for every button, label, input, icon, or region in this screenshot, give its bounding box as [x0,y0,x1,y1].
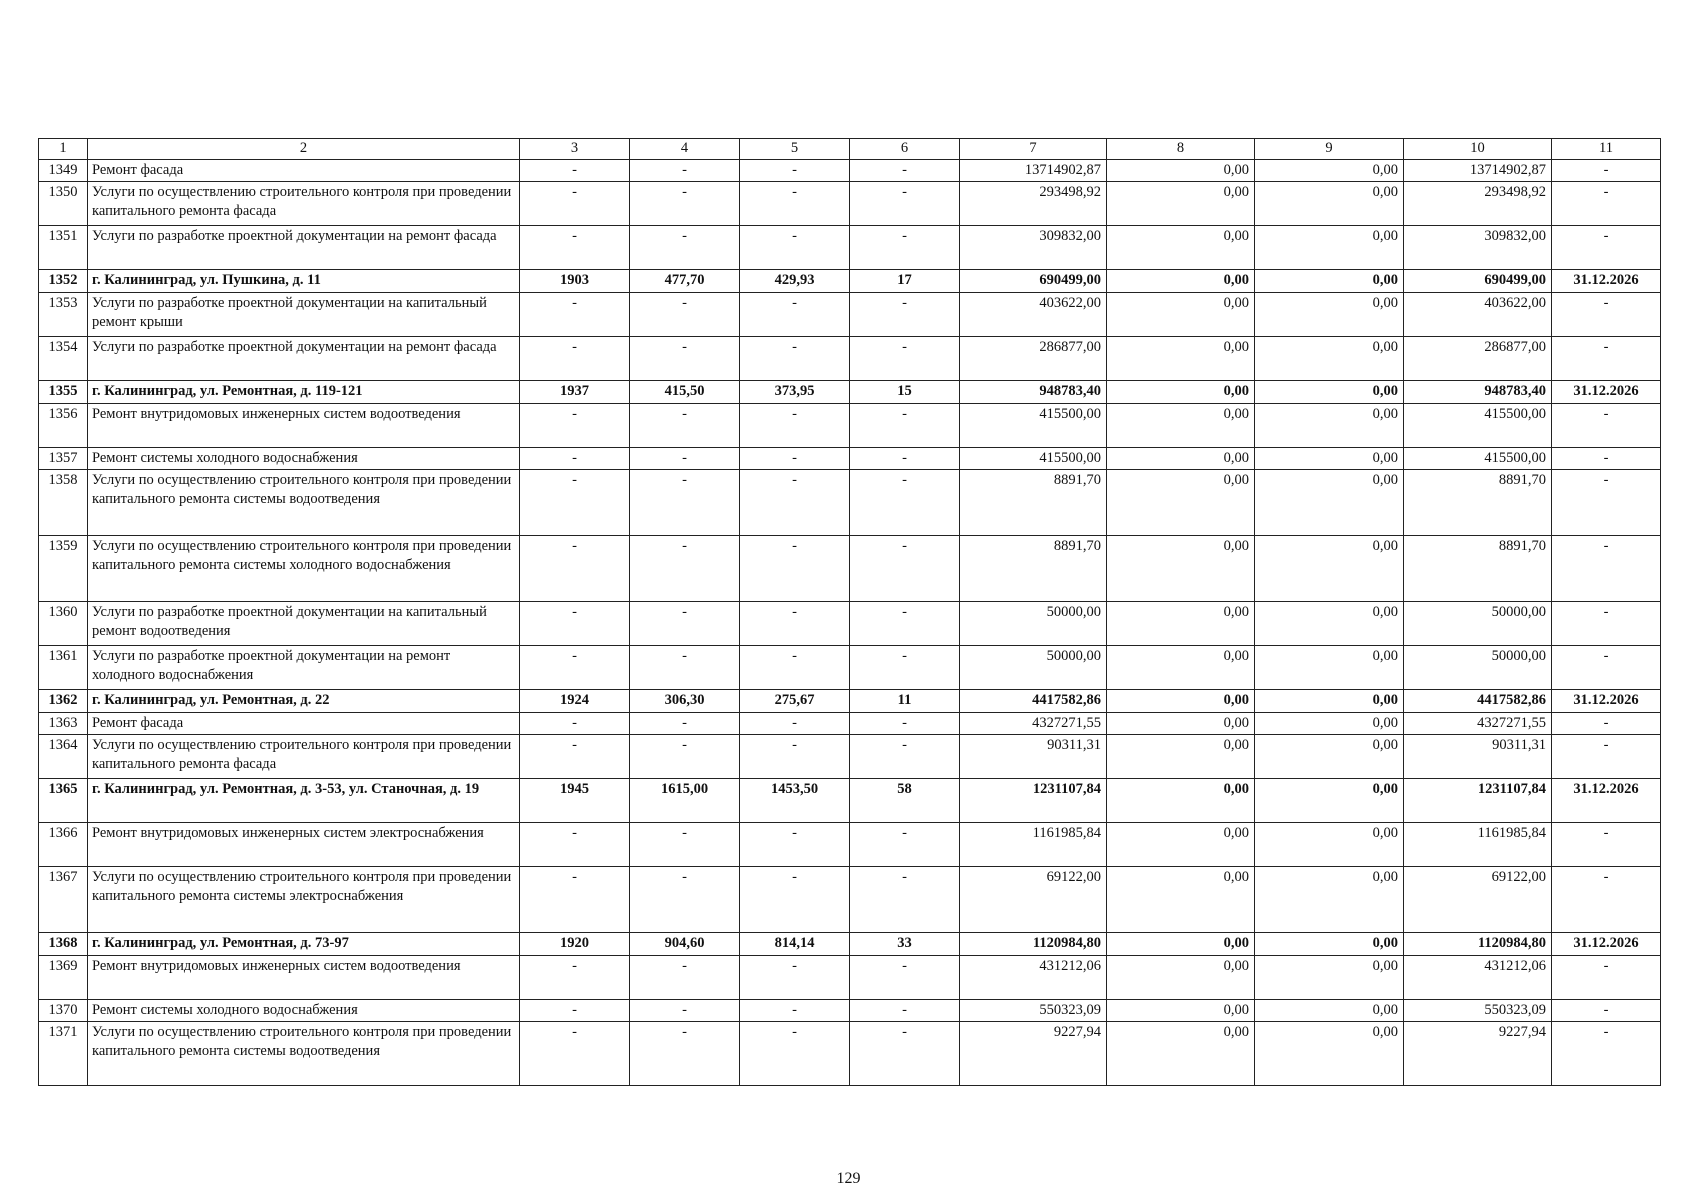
cost-col-10-cell: 415500,00 [1404,448,1552,470]
total-cost-cell: 8891,70 [960,470,1107,536]
cost-col-8-cell: 0,00 [1107,226,1255,270]
deadline-cell: - [1552,646,1661,690]
table-row [39,646,1661,690]
row-number-cell: 1362 [39,690,88,713]
cost-col-8-cell: 0,00 [1107,1000,1255,1022]
cost-col-10-cell: 50000,00 [1404,602,1552,646]
residents-count-cell: - [850,646,960,690]
total-area-cell: - [630,470,740,536]
living-area-cell: - [740,536,850,602]
total-cost-cell: 403622,00 [960,293,1107,337]
total-area-cell: - [630,337,740,381]
total-cost-cell: 415500,00 [960,448,1107,470]
cost-col-9-cell: 0,00 [1255,293,1404,337]
work-description-cell: Услуги по разработке проектной документации на ремонт холодного водоснабжения [88,646,520,690]
cost-col-8-cell: 0,00 [1107,690,1255,713]
living-area-cell: - [740,337,850,381]
row-number-cell: 1364 [39,735,88,779]
work-description-cell: Услуги по осуществлению строительного контроля при проведении капитального ремонта системы холодного водоснабжения [88,536,520,602]
cost-col-8-cell: 0,00 [1107,404,1255,448]
living-area-cell: 814,14 [740,933,850,956]
residents-count-cell: - [850,536,960,602]
build-year-cell: - [520,470,630,536]
row-number-cell: 1367 [39,867,88,933]
residents-count-cell: - [850,602,960,646]
deadline-cell: - [1552,226,1661,270]
residents-count-cell: - [850,956,960,1000]
cost-col-10-cell: 69122,00 [1404,867,1552,933]
table-row [39,713,1661,735]
column-header-9: 9 [1255,139,1404,160]
work-description-cell: Ремонт внутридомовых инженерных систем водоотведения [88,956,520,1000]
cost-col-8-cell: 0,00 [1107,823,1255,867]
total-cost-cell: 50000,00 [960,602,1107,646]
living-area-cell: - [740,448,850,470]
cost-col-9-cell: 0,00 [1255,182,1404,226]
build-year-cell: - [520,1022,630,1086]
deadline-cell: - [1552,713,1661,735]
cost-col-10-cell: 90311,31 [1404,735,1552,779]
deadline-cell: - [1552,404,1661,448]
cost-col-8-cell: 0,00 [1107,602,1255,646]
row-number-cell: 1360 [39,602,88,646]
total-cost-cell: 690499,00 [960,270,1107,293]
total-area-cell: - [630,1022,740,1086]
cost-col-8-cell: 0,00 [1107,182,1255,226]
build-year-cell: - [520,404,630,448]
total-cost-cell: 550323,09 [960,1000,1107,1022]
cost-col-9-cell: 0,00 [1255,1000,1404,1022]
build-year-cell: - [520,867,630,933]
total-area-cell: - [630,823,740,867]
work-description-cell: Услуги по осуществлению строительного контроля при проведении капитального ремонта системы водоотведения [88,1022,520,1086]
residents-count-cell: - [850,448,960,470]
column-header-6: 6 [850,139,960,160]
column-header-2: 2 [88,139,520,160]
total-cost-cell: 69122,00 [960,867,1107,933]
work-description-cell: Ремонт фасада [88,160,520,182]
living-area-cell: - [740,182,850,226]
column-header-3: 3 [520,139,630,160]
table-body [39,160,1661,1086]
work-description-cell: Услуги по разработке проектной документации на капитальный ремонт водоотведения [88,602,520,646]
residents-count-cell: - [850,735,960,779]
row-number-cell: 1357 [39,448,88,470]
total-area-cell: 306,30 [630,690,740,713]
cost-col-10-cell: 4417582,86 [1404,690,1552,713]
row-number-cell: 1370 [39,1000,88,1022]
column-header-10: 10 [1404,139,1552,160]
deadline-cell: - [1552,470,1661,536]
deadline-cell: 31.12.2026 [1552,779,1661,823]
living-area-cell: - [740,1000,850,1022]
build-year-cell: - [520,182,630,226]
living-area-cell: - [740,1022,850,1086]
row-number-cell: 1350 [39,182,88,226]
deadline-cell: - [1552,337,1661,381]
total-cost-cell: 293498,92 [960,182,1107,226]
deadline-cell: 31.12.2026 [1552,381,1661,404]
table-row [39,823,1661,867]
row-number-cell: 1354 [39,337,88,381]
cost-col-8-cell: 0,00 [1107,270,1255,293]
living-area-cell: - [740,867,850,933]
cost-col-8-cell: 0,00 [1107,1022,1255,1086]
total-cost-cell: 13714902,87 [960,160,1107,182]
total-area-cell: - [630,404,740,448]
column-header-5: 5 [740,139,850,160]
table-row [39,226,1661,270]
work-description-cell: Ремонт фасада [88,713,520,735]
table-row [39,867,1661,933]
work-description-cell: г. Калининград, ул. Ремонтная, д. 119-121 [88,381,520,404]
total-area-cell: - [630,956,740,1000]
deadline-cell: - [1552,823,1661,867]
row-number-cell: 1351 [39,226,88,270]
residents-count-cell: - [850,713,960,735]
living-area-cell: 429,93 [740,270,850,293]
deadline-cell: 31.12.2026 [1552,270,1661,293]
build-year-cell: - [520,448,630,470]
table-row [39,182,1661,226]
cost-col-10-cell: 948783,40 [1404,381,1552,404]
cost-col-10-cell: 309832,00 [1404,226,1552,270]
row-number-cell: 1361 [39,646,88,690]
build-year-cell: - [520,823,630,867]
living-area-cell: - [740,226,850,270]
living-area-cell: - [740,602,850,646]
build-year-cell: - [520,646,630,690]
column-header-11: 11 [1552,139,1661,160]
column-header-4: 4 [630,139,740,160]
deadline-cell: - [1552,867,1661,933]
work-description-cell: Услуги по разработке проектной документации на капитальный ремонт крыши [88,293,520,337]
cost-col-9-cell: 0,00 [1255,602,1404,646]
cost-col-8-cell: 0,00 [1107,956,1255,1000]
work-description-cell: Услуги по осуществлению строительного контроля при проведении капитального ремонта системы электроснабжения [88,867,520,933]
deadline-cell: - [1552,1022,1661,1086]
build-year-cell: 1920 [520,933,630,956]
cost-col-10-cell: 1231107,84 [1404,779,1552,823]
total-area-cell: - [630,182,740,226]
total-cost-cell: 1231107,84 [960,779,1107,823]
work-description-cell: Ремонт системы холодного водоснабжения [88,1000,520,1022]
row-number-cell: 1356 [39,404,88,448]
deadline-cell: 31.12.2026 [1552,690,1661,713]
deadline-cell: 31.12.2026 [1552,933,1661,956]
total-area-cell: - [630,448,740,470]
living-area-cell: - [740,160,850,182]
living-area-cell: 275,67 [740,690,850,713]
repair-works-table [38,138,1661,1086]
total-area-cell: 904,60 [630,933,740,956]
deadline-cell: - [1552,602,1661,646]
build-year-cell: - [520,293,630,337]
column-number-header-row [39,139,1661,160]
residents-count-cell: - [850,823,960,867]
total-cost-cell: 1161985,84 [960,823,1107,867]
cost-col-10-cell: 690499,00 [1404,270,1552,293]
cost-col-10-cell: 415500,00 [1404,404,1552,448]
column-header-7: 7 [960,139,1107,160]
address-row [39,779,1661,823]
build-year-cell: - [520,160,630,182]
total-area-cell: - [630,602,740,646]
row-number-cell: 1349 [39,160,88,182]
cost-col-9-cell: 0,00 [1255,779,1404,823]
deadline-cell: - [1552,536,1661,602]
cost-col-9-cell: 0,00 [1255,933,1404,956]
residents-count-cell: 33 [850,933,960,956]
deadline-cell: - [1552,1000,1661,1022]
build-year-cell: 1945 [520,779,630,823]
row-number-cell: 1366 [39,823,88,867]
cost-col-8-cell: 0,00 [1107,293,1255,337]
cost-col-8-cell: 0,00 [1107,381,1255,404]
cost-col-9-cell: 0,00 [1255,690,1404,713]
cost-col-8-cell: 0,00 [1107,448,1255,470]
cost-col-9-cell: 0,00 [1255,470,1404,536]
row-number-cell: 1352 [39,270,88,293]
build-year-cell: - [520,536,630,602]
living-area-cell: - [740,823,850,867]
total-area-cell: - [630,735,740,779]
total-cost-cell: 50000,00 [960,646,1107,690]
cost-col-9-cell: 0,00 [1255,713,1404,735]
cost-col-9-cell: 0,00 [1255,867,1404,933]
table-row [39,160,1661,182]
table-row [39,1000,1661,1022]
cost-col-10-cell: 403622,00 [1404,293,1552,337]
build-year-cell: - [520,1000,630,1022]
residents-count-cell: - [850,1000,960,1022]
build-year-cell: - [520,337,630,381]
living-area-cell: - [740,956,850,1000]
table-row [39,536,1661,602]
cost-col-9-cell: 0,00 [1255,270,1404,293]
living-area-cell: 1453,50 [740,779,850,823]
address-row [39,933,1661,956]
residents-count-cell: - [850,337,960,381]
build-year-cell: 1937 [520,381,630,404]
row-number-cell: 1353 [39,293,88,337]
cost-col-10-cell: 431212,06 [1404,956,1552,1000]
row-number-cell: 1369 [39,956,88,1000]
total-cost-cell: 9227,94 [960,1022,1107,1086]
work-description-cell: г. Калининград, ул. Ремонтная, д. 22 [88,690,520,713]
cost-col-8-cell: 0,00 [1107,867,1255,933]
cost-col-10-cell: 13714902,87 [1404,160,1552,182]
living-area-cell: - [740,713,850,735]
cost-col-9-cell: 0,00 [1255,646,1404,690]
table-row [39,735,1661,779]
cost-col-9-cell: 0,00 [1255,381,1404,404]
table-row [39,956,1661,1000]
cost-col-8-cell: 0,00 [1107,779,1255,823]
cost-col-10-cell: 9227,94 [1404,1022,1552,1086]
build-year-cell: - [520,602,630,646]
table-row [39,337,1661,381]
build-year-cell: - [520,226,630,270]
build-year-cell: - [520,735,630,779]
residents-count-cell: - [850,867,960,933]
total-area-cell: - [630,713,740,735]
table-row [39,470,1661,536]
cost-col-8-cell: 0,00 [1107,713,1255,735]
cost-col-8-cell: 0,00 [1107,646,1255,690]
column-header-8: 8 [1107,139,1255,160]
cost-col-8-cell: 0,00 [1107,536,1255,602]
total-area-cell: 1615,00 [630,779,740,823]
cost-col-8-cell: 0,00 [1107,735,1255,779]
work-description-cell: г. Калининград, ул. Пушкина, д. 11 [88,270,520,293]
cost-col-10-cell: 293498,92 [1404,182,1552,226]
total-cost-cell: 4327271,55 [960,713,1107,735]
living-area-cell: - [740,735,850,779]
total-area-cell: - [630,226,740,270]
build-year-cell: - [520,956,630,1000]
cost-col-9-cell: 0,00 [1255,536,1404,602]
residents-count-cell: - [850,226,960,270]
cost-col-9-cell: 0,00 [1255,956,1404,1000]
work-description-cell: Ремонт системы холодного водоснабжения [88,448,520,470]
row-number-cell: 1359 [39,536,88,602]
living-area-cell: - [740,293,850,337]
total-cost-cell: 948783,40 [960,381,1107,404]
build-year-cell: 1924 [520,690,630,713]
total-area-cell: - [630,646,740,690]
total-area-cell: - [630,160,740,182]
work-description-cell: Ремонт внутридомовых инженерных систем водоотведения [88,404,520,448]
document-sheet [38,138,1660,1086]
table-row [39,1022,1661,1086]
cost-col-8-cell: 0,00 [1107,337,1255,381]
cost-col-10-cell: 286877,00 [1404,337,1552,381]
deadline-cell: - [1552,448,1661,470]
work-description-cell: г. Калининград, ул. Ремонтная, д. 3-53, ул. Станочная, д. 19 [88,779,520,823]
total-cost-cell: 4417582,86 [960,690,1107,713]
residents-count-cell: - [850,293,960,337]
work-description-cell: Услуги по осуществлению строительного контроля при проведении капитального ремонта фасада [88,182,520,226]
residents-count-cell: - [850,470,960,536]
row-number-cell: 1358 [39,470,88,536]
cost-col-8-cell: 0,00 [1107,160,1255,182]
row-number-cell: 1371 [39,1022,88,1086]
cost-col-9-cell: 0,00 [1255,226,1404,270]
total-cost-cell: 286877,00 [960,337,1107,381]
total-cost-cell: 431212,06 [960,956,1107,1000]
cost-col-10-cell: 8891,70 [1404,470,1552,536]
total-cost-cell: 1120984,80 [960,933,1107,956]
work-description-cell: г. Калининград, ул. Ремонтная, д. 73-97 [88,933,520,956]
total-cost-cell: 8891,70 [960,536,1107,602]
build-year-cell: 1903 [520,270,630,293]
work-description-cell: Ремонт внутридомовых инженерных систем электроснабжения [88,823,520,867]
cost-col-10-cell: 8891,70 [1404,536,1552,602]
address-row [39,690,1661,713]
residents-count-cell: - [850,404,960,448]
residents-count-cell: 17 [850,270,960,293]
table-row [39,448,1661,470]
living-area-cell: 373,95 [740,381,850,404]
deadline-cell: - [1552,293,1661,337]
total-area-cell: - [630,536,740,602]
table-row [39,293,1661,337]
cost-col-10-cell: 550323,09 [1404,1000,1552,1022]
cost-col-9-cell: 0,00 [1255,404,1404,448]
cost-col-10-cell: 1120984,80 [1404,933,1552,956]
deadline-cell: - [1552,735,1661,779]
cost-col-10-cell: 1161985,84 [1404,823,1552,867]
cost-col-10-cell: 4327271,55 [1404,713,1552,735]
column-header-1: 1 [39,139,88,160]
row-number-cell: 1368 [39,933,88,956]
deadline-cell: - [1552,182,1661,226]
work-description-cell: Услуги по разработке проектной документации на ремонт фасада [88,226,520,270]
cost-col-10-cell: 50000,00 [1404,646,1552,690]
cost-col-9-cell: 0,00 [1255,160,1404,182]
total-area-cell: 415,50 [630,381,740,404]
residents-count-cell: - [850,182,960,226]
residents-count-cell: - [850,1022,960,1086]
living-area-cell: - [740,646,850,690]
total-cost-cell: 90311,31 [960,735,1107,779]
residents-count-cell: 11 [850,690,960,713]
cost-col-9-cell: 0,00 [1255,735,1404,779]
deadline-cell: - [1552,160,1661,182]
total-cost-cell: 415500,00 [960,404,1107,448]
address-row [39,270,1661,293]
residents-count-cell: 58 [850,779,960,823]
row-number-cell: 1365 [39,779,88,823]
row-number-cell: 1355 [39,381,88,404]
row-number-cell: 1363 [39,713,88,735]
cost-col-9-cell: 0,00 [1255,337,1404,381]
total-area-cell: - [630,1000,740,1022]
living-area-cell: - [740,404,850,448]
table-row [39,404,1661,448]
total-area-cell: 477,70 [630,270,740,293]
cost-col-8-cell: 0,00 [1107,470,1255,536]
cost-col-9-cell: 0,00 [1255,448,1404,470]
residents-count-cell: 15 [850,381,960,404]
work-description-cell: Услуги по осуществлению строительного контроля при проведении капитального ремонта фасада [88,735,520,779]
work-description-cell: Услуги по разработке проектной документации на ремонт фасада [88,337,520,381]
cost-col-8-cell: 0,00 [1107,933,1255,956]
cost-col-9-cell: 0,00 [1255,823,1404,867]
page-number: 129 [836,1170,861,1187]
total-area-cell: - [630,867,740,933]
build-year-cell: - [520,713,630,735]
table-row [39,602,1661,646]
deadline-cell: - [1552,956,1661,1000]
total-cost-cell: 309832,00 [960,226,1107,270]
total-area-cell: - [630,293,740,337]
work-description-cell: Услуги по осуществлению строительного контроля при проведении капитального ремонта системы водоотведения [88,470,520,536]
cost-col-9-cell: 0,00 [1255,1022,1404,1086]
address-row [39,381,1661,404]
living-area-cell: - [740,470,850,536]
residents-count-cell: - [850,160,960,182]
